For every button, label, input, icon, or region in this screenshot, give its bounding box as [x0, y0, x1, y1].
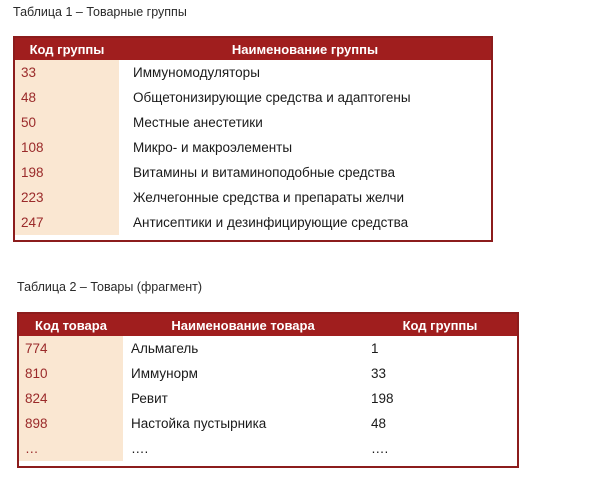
- group-name-cell: Иммуномодуляторы: [133, 65, 260, 80]
- table-row: [19, 336, 517, 361]
- product-groups-table: [13, 36, 493, 242]
- table-row: [19, 361, 517, 386]
- group-name-cell: Микро- и макроэлементы: [133, 140, 293, 155]
- table-header: [19, 314, 517, 336]
- table2-caption: Таблица 2 – Товары (фрагмент): [17, 280, 203, 294]
- group-code-cell: 33: [15, 60, 119, 85]
- table-row: [19, 436, 517, 461]
- group-name-cell: Общетонизирующие средства и адаптогены: [133, 90, 411, 105]
- product-code-cell: 810: [19, 361, 123, 386]
- group-code-cell: 50: [15, 110, 119, 135]
- column-header-group-code: Код группы: [402, 317, 478, 333]
- group-name-cell: Витамины и витаминоподобные средства: [133, 165, 396, 180]
- product-group-cell: 1: [371, 341, 379, 356]
- table-header: [15, 38, 491, 60]
- group-code-cell: 48: [15, 85, 119, 110]
- product-group-cell: 48: [371, 416, 387, 431]
- group-code-cell: 223: [15, 185, 119, 210]
- product-name-cell: Альмагель: [131, 341, 199, 356]
- group-code-cell: 108: [15, 135, 119, 160]
- table1-caption: Таблица 1 – Товарные группы: [13, 5, 187, 19]
- table-row: [15, 185, 491, 210]
- group-name-cell: Антисептики и дезинфицирующие средства: [133, 215, 409, 230]
- table-row: [15, 85, 491, 110]
- product-group-cell: 33: [371, 366, 387, 381]
- table-row: [19, 411, 517, 436]
- product-group-cell: ….: [371, 441, 389, 456]
- column-header-product-code: Код товара: [35, 317, 107, 333]
- product-code-cell: …: [19, 436, 123, 461]
- column-header-product-name: Наименование товара: [171, 317, 315, 333]
- product-code-cell: 774: [19, 336, 123, 361]
- table-row: [15, 135, 491, 160]
- product-name-cell: ….: [131, 441, 149, 456]
- product-code-cell: 898: [19, 411, 123, 436]
- column-header-group-name: Наименование группы: [231, 41, 379, 57]
- table-row: [15, 110, 491, 135]
- product-group-cell: 198: [371, 391, 394, 406]
- table-row: [19, 386, 517, 411]
- column-header-group-code: Код группы: [29, 41, 105, 57]
- table-row: [15, 60, 491, 85]
- table-row: [15, 210, 491, 235]
- product-code-cell: 824: [19, 386, 123, 411]
- products-table: [17, 312, 519, 468]
- group-name-cell: Желчегонные средства и препараты желчи: [133, 190, 405, 205]
- product-name-cell: Иммунорм: [131, 366, 198, 381]
- product-name-cell: Настойка пустырника: [131, 416, 267, 431]
- group-code-cell: 247: [15, 210, 119, 235]
- table-row: [15, 160, 491, 185]
- group-code-cell: 198: [15, 160, 119, 185]
- product-name-cell: Ревит: [131, 391, 168, 406]
- group-name-cell: Местные анестетики: [133, 115, 263, 130]
